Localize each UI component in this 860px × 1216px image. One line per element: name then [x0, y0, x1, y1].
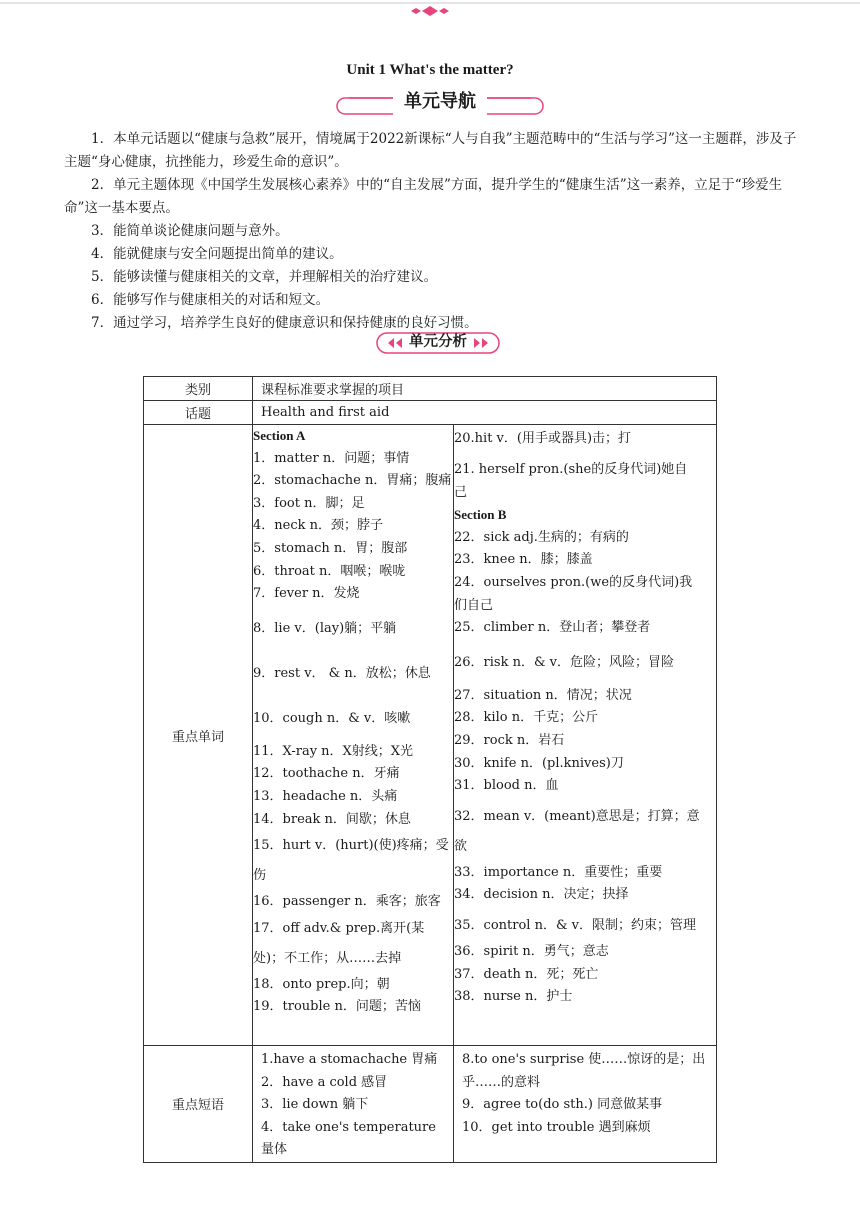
- nav-item: 4．能就健康与安全问题提出简单的建议。: [91, 246, 343, 262]
- word-item: 18．onto prep.向；朝: [253, 976, 390, 992]
- word-item: 21. herself pron.(she的反身代词)她自己: [454, 462, 688, 500]
- analysis-banner-title: 单元分析: [409, 334, 467, 350]
- word-item: 7．fever n．发烧: [253, 586, 360, 602]
- words-row: [144, 425, 717, 1046]
- word-item: 9．rest v． & n．放松；休息: [253, 665, 431, 681]
- nav-intro: [64, 128, 804, 335]
- nav-item: 7．通过学习，培养学生良好的健康意识和保持健康的良好习惯。: [91, 315, 478, 331]
- word-item: 25．climber n．登山者；攀登者: [454, 620, 651, 636]
- word-item: 8．lie v．(lay)躺；平躺: [253, 620, 397, 636]
- topic-value: Health and first aid: [253, 401, 717, 425]
- word-item: 3．foot n．脚；足: [253, 495, 365, 511]
- words-label: 重点单词: [144, 425, 253, 1046]
- word-item: 29．rock n．岩石: [454, 732, 565, 748]
- word-item: 11．X-ray n．X射线；X光: [253, 743, 414, 759]
- word-item: 17．off adv.& prep.离开(某处)；不工作；从……去掉: [253, 920, 425, 966]
- word-item: 23．knee n．膝；膝盖: [454, 552, 593, 568]
- word-item: 12．toothache n．牙痛: [253, 766, 400, 782]
- phrase-item: 10．get into trouble 遇到麻烦: [462, 1119, 651, 1135]
- word-item: 4．neck n．颈；脖子: [253, 518, 384, 534]
- nav-banner-title: 单元导航: [404, 91, 476, 112]
- word-item: 13．headache n．头痛: [253, 788, 398, 804]
- word-item: 16．passenger n．乘客；旅客: [253, 894, 441, 910]
- top-decoration: [0, 0, 860, 22]
- topic-label: 话题: [144, 401, 253, 425]
- word-item: 37．death n．死；死亡: [454, 966, 599, 982]
- word-item: 31．blood n．血: [454, 778, 559, 794]
- word-item: 5．stomach n．胃；腹部: [253, 540, 408, 556]
- unit-title: Unit 1 What's the matter?: [346, 62, 514, 78]
- word-item: 36．spirit n．勇气；意志: [454, 943, 609, 959]
- word-item: 38．nurse n．护士: [454, 989, 573, 1005]
- phrase-item: 9．agree to(do sth.) 同意做某事: [462, 1097, 663, 1113]
- word-item: 6．throat n．咽喉；喉咙: [253, 563, 406, 579]
- word-item: 30．knife n．(pl.knives)刀: [454, 755, 624, 771]
- word-item: 34．decision n．决定；抉择: [454, 887, 629, 903]
- word-item: 15．hurt v．(hurt)(使)疼痛；受伤: [253, 838, 449, 884]
- words-left-column: [253, 425, 454, 1046]
- phrases-label: 重点短语: [144, 1046, 253, 1163]
- word-item: 33．importance n．重要性；重要: [454, 864, 663, 880]
- word-item: 32．mean v．(meant)意思是；打算；意欲: [454, 808, 700, 854]
- section-a-heading: Section A: [253, 428, 306, 443]
- word-item: 10．cough n．& v．咳嗽: [253, 710, 411, 726]
- word-item: 14．break n．间歇；休息: [253, 811, 411, 827]
- phrase-item: 3．lie down 躺下: [261, 1097, 369, 1113]
- nav-item: 3．能简单谈论健康问题与意外。: [91, 223, 289, 239]
- header-category: 类别: [144, 377, 253, 401]
- nav-item: 5．能够读懂与健康相关的文章，并理解相关的治疗建议。: [91, 269, 438, 285]
- word-item: 24．ourselves pron.(we的反身代词)我们自己: [454, 574, 693, 613]
- phrases-row: [144, 1046, 717, 1163]
- word-item: 19．trouble n．问题；苦恼: [253, 999, 421, 1015]
- phrases-left-column: [253, 1046, 454, 1163]
- section-b-heading: Section B: [454, 507, 507, 523]
- phrase-item: 8.to one's surprise 使……惊讶的是；出乎……的意料: [462, 1052, 706, 1090]
- word-item: 22．sick adj.生病的；有病的: [454, 529, 629, 545]
- word-item: 2．stomachache n．胃痛；腹痛: [253, 473, 452, 489]
- phrase-item: 1.have a stomachache 胃痛: [261, 1052, 438, 1067]
- nav-item: 2．单元主题体现《中国学生发展核心素养》中的“自主发展”方面，提升学生的“健康生活”这一素养，立足于“珍爱生命”这一基本要点。: [64, 177, 783, 216]
- table-header-row: [144, 377, 717, 401]
- word-item: 28．kilo n．千克；公斤: [454, 710, 599, 726]
- nav-item: 6．能够写作与健康相关的对话和短文。: [91, 292, 330, 308]
- analysis-table: [143, 376, 717, 1163]
- phrases-right-column: [454, 1046, 717, 1163]
- word-item: 27．situation n．情况；状况: [454, 687, 632, 703]
- topic-row: [144, 401, 717, 425]
- word-item: 26．risk n．& v．危险；风险；冒险: [454, 654, 675, 670]
- word-item: 20.hit v．(用手或器具)击；打: [454, 431, 632, 446]
- word-item: 35．control n．& v．限制；约束；管理: [454, 917, 696, 933]
- header-items: 课程标准要求掌握的项目: [253, 377, 717, 401]
- phrase-item: 4．take one's temperature 量体: [261, 1119, 436, 1158]
- phrase-item: 2．have a cold 感冒: [261, 1074, 388, 1090]
- words-right-column: [454, 425, 717, 1046]
- word-item: 1．matter n．问题；事情: [253, 450, 410, 466]
- nav-item: 1．本单元话题以“健康与急救”展开，情境属于2022新课标“人与自我”主题范畴中的“生活与学习”这一主题群，涉及子主题“身心健康，抗挫能力，珍爱生命的意识”。: [64, 131, 797, 170]
